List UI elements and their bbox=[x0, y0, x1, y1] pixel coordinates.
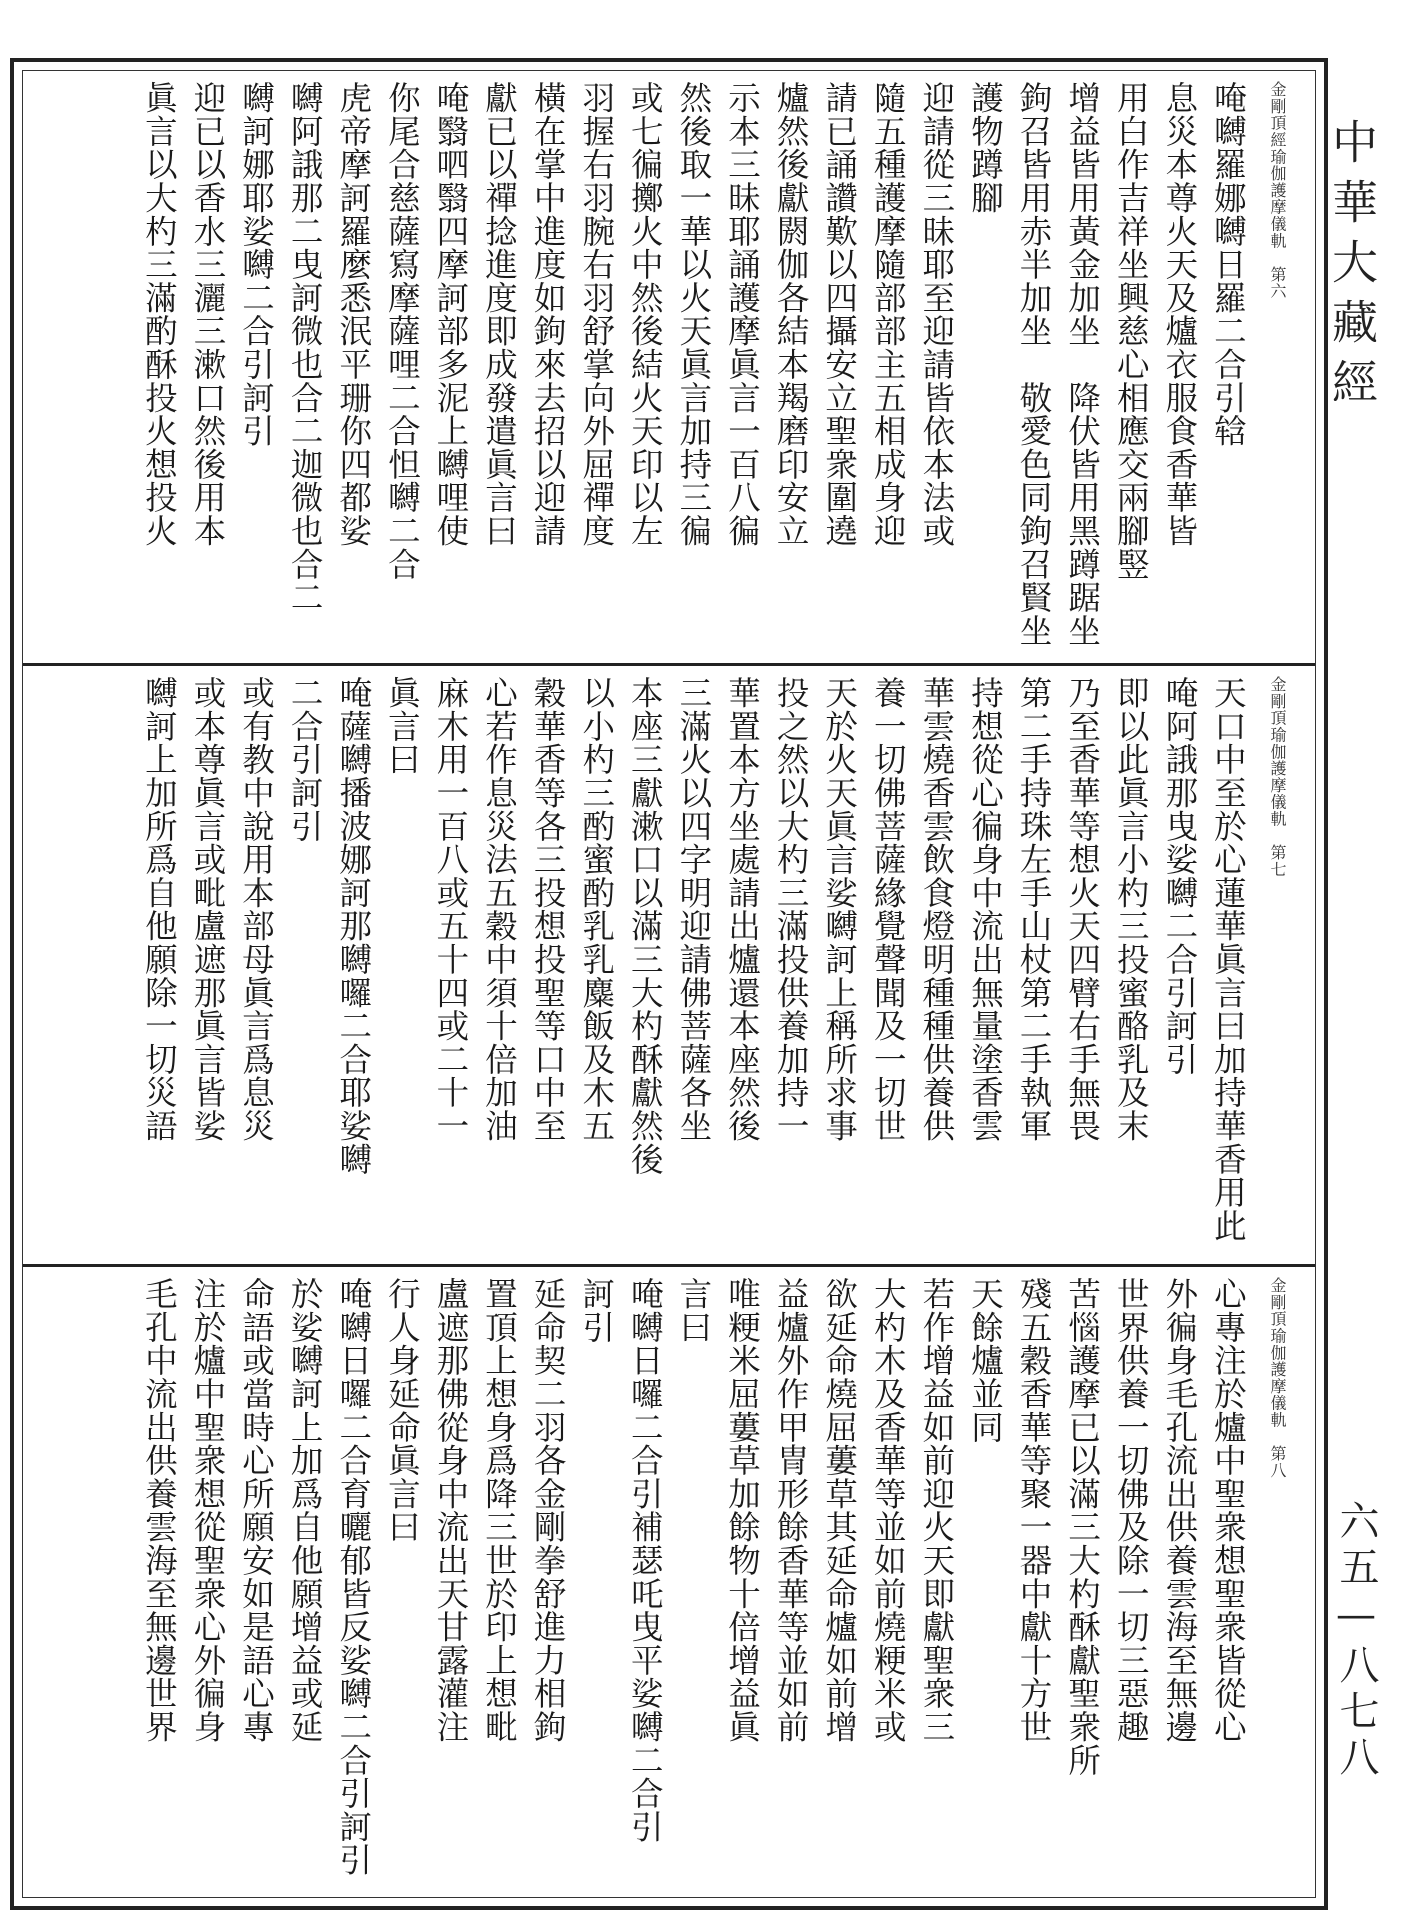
text-column: 乃至香華等想火天四臂右手無畏 bbox=[1063, 676, 1102, 1143]
text-column: 麻木用一百八或五十四或二十一 bbox=[431, 676, 470, 1143]
text-column: 殘五穀香華等聚一器中獻十方世 bbox=[1015, 1277, 1054, 1744]
text-column: 天餘爐並同 bbox=[966, 1277, 1005, 1444]
text-column: 息災本尊火天及爐衣服食香華皆 bbox=[1160, 81, 1199, 548]
page-inner-border bbox=[22, 70, 1316, 1898]
text-column: 第二手持珠左手山杖第二手執軍 bbox=[1015, 676, 1054, 1143]
text-panel-2 bbox=[23, 666, 1315, 1267]
text-column: 心若作息災法五穀中須十倍加油 bbox=[480, 676, 519, 1143]
text-column: 爐然後獻閼伽各結本羯磨印安立 bbox=[772, 81, 811, 548]
text-column: 或本尊眞言或毗盧遮那眞言皆娑 bbox=[188, 676, 227, 1143]
column-group bbox=[37, 1277, 1301, 1891]
text-column: 毛孔中流出供養雲海至無邊世界 bbox=[140, 1277, 179, 1744]
text-column: 持想從心徧身中流出無量塗香雲 bbox=[966, 676, 1005, 1143]
text-column: 益爐外作甲冑形餘香華等並如前 bbox=[772, 1277, 811, 1744]
text-column: 增益皆用黃金加坐 降伏皆用黑蹲踞坐 bbox=[1063, 81, 1102, 648]
text-column: 大杓木及香華等並如前燒粳米或 bbox=[869, 1277, 908, 1744]
text-column: 本座三獻漱口以滿三大杓酥獻然後 bbox=[626, 676, 665, 1176]
text-column: 唵翳呬翳四摩訶部多泥上嚩哩使 bbox=[431, 81, 470, 548]
text-column: 於娑嚩訶上加爲自他願增益或延 bbox=[286, 1277, 325, 1744]
text-column: 你尾合慈薩寫摩薩哩二合怛嚩二合 bbox=[383, 81, 422, 581]
text-column: 行人身延命眞言曰 bbox=[383, 1277, 422, 1544]
text-column: 嚩訶上加所爲自他願除一切災語 bbox=[140, 676, 179, 1143]
page-frame bbox=[10, 58, 1328, 1910]
text-column: 唵阿誐那曳娑嚩二合引訶引 bbox=[1160, 676, 1199, 1076]
text-column: 心專注於爐中聖衆想聖衆皆從心 bbox=[1209, 1277, 1248, 1744]
text-column: 唵嚩日囉二合育曬郁皆反娑嚩二合引訶引 bbox=[334, 1277, 373, 1877]
text-column: 養一切佛菩薩緣覺聲聞及一切世 bbox=[869, 676, 908, 1143]
text-column: 眞言以大杓三滿酌酥投火想投火 bbox=[140, 81, 179, 548]
text-column: 苦惱護摩已以滿三大杓酥獻聖衆所 bbox=[1063, 1277, 1102, 1777]
text-column: 隨五種護摩隨部部主五相成身迎 bbox=[869, 81, 908, 548]
collection-title: 中華大藏經 bbox=[1325, 118, 1379, 418]
text-column: 嚩訶娜耶娑嚩二合引訶引 bbox=[237, 81, 276, 448]
section-header: 金剛頂瑜伽護摩儀軌 第七 bbox=[1268, 676, 1287, 878]
text-panel-1 bbox=[23, 71, 1315, 666]
text-column: 迎已以香水三灑三漱口然後用本 bbox=[188, 81, 227, 548]
text-column: 橫在掌中進度如鉤來去招以迎請 bbox=[529, 81, 568, 548]
text-column: 命語或當時心所願安如是語心專 bbox=[237, 1277, 276, 1744]
text-column: 言曰 bbox=[674, 1277, 713, 1344]
text-column: 訶引 bbox=[577, 1277, 616, 1344]
section-header: 金剛頂經瑜伽護摩儀軌 第六 bbox=[1268, 81, 1287, 300]
text-column: 迎請從三昧耶至迎請皆依本法或 bbox=[917, 81, 956, 548]
text-column: 天於火天眞言娑嚩訶上稱所求事 bbox=[820, 676, 859, 1143]
text-column: 天口中至於心蓮華眞言曰加持華香用此 bbox=[1209, 676, 1248, 1243]
text-column: 鉤召皆用赤半加坐 敬愛色同鉤召賢坐 bbox=[1015, 81, 1054, 648]
text-column: 眞言曰 bbox=[383, 676, 422, 776]
text-column: 嚩阿誐那二曳訶微也合二迦微也合二 bbox=[286, 81, 325, 614]
text-column: 示本三昧耶誦護摩眞言一百八徧 bbox=[723, 81, 762, 548]
column-group bbox=[37, 81, 1301, 657]
text-column: 盧遮那佛從身中流出天甘露灌注 bbox=[431, 1277, 470, 1744]
text-column: 或七徧擲火中然後結火天印以左 bbox=[626, 81, 665, 548]
column-group bbox=[37, 676, 1301, 1258]
text-column: 用白作吉祥坐興慈心相應交兩腳竪 bbox=[1112, 81, 1151, 581]
section-header: 金剛頂瑜伽護摩儀軌 第八 bbox=[1268, 1277, 1287, 1479]
text-column: 投之然以大杓三滿投供養加持一 bbox=[772, 676, 811, 1143]
text-column: 置頂上想身爲降三世於印上想毗 bbox=[480, 1277, 519, 1744]
text-column: 獻已以禪捻進度即成發遣眞言曰 bbox=[480, 81, 519, 548]
text-column: 即以此眞言小杓三投蜜酪乳及末 bbox=[1112, 676, 1151, 1143]
text-column: 華雲燒香雲飲食燈明種種供養供 bbox=[917, 676, 956, 1143]
text-column: 然後取一華以火天眞言加持三徧 bbox=[674, 81, 713, 548]
text-column: 欲延命燒屈蔞草其延命爐如前增 bbox=[820, 1277, 859, 1744]
text-column: 唯粳米屈蔞草加餘物十倍增益眞 bbox=[723, 1277, 762, 1744]
text-column: 虎帝摩訶羅麼悉泯平珊你四都娑 bbox=[334, 81, 373, 548]
text-column: 唵薩嚩播波娜訶那嚩囉二合耶娑嚩 bbox=[334, 676, 373, 1176]
text-column: 請已誦讚歎以四攝安立聖衆圍遶 bbox=[820, 81, 859, 548]
text-column: 以小杓三酌蜜酌乳乳麋飯及木五 bbox=[577, 676, 616, 1143]
text-column: 延命契二羽各金剛拳舒進力相鉤 bbox=[529, 1277, 568, 1744]
text-column: 穀華香等各三投想投聖等口中至 bbox=[529, 676, 568, 1143]
text-column: 唵嚩羅娜嚩日羅二合引𤚥 bbox=[1209, 81, 1248, 448]
text-column: 羽握右羽腕右羽舒掌向外屈禪度 bbox=[577, 81, 616, 548]
text-column: 護物蹲腳 bbox=[966, 81, 1005, 215]
text-panel-3 bbox=[23, 1267, 1315, 1897]
page-number: 六五—八七八 bbox=[1333, 1500, 1379, 1782]
text-column: 唵嚩日囉二合引補瑟吒曳平娑嚩二合引 bbox=[626, 1277, 665, 1844]
text-column: 若作增益如前迎火天即獻聖衆三 bbox=[917, 1277, 956, 1744]
text-column: 外徧身毛孔流出供養雲海至無邊 bbox=[1160, 1277, 1199, 1744]
text-column: 三滿火以四字明迎請佛菩薩各坐 bbox=[674, 676, 713, 1143]
text-column: 世界供養一切佛及除一切三惡趣 bbox=[1112, 1277, 1151, 1744]
text-column: 華置本方坐處請出爐還本座然後 bbox=[723, 676, 762, 1143]
text-column: 二合引訶引 bbox=[286, 676, 325, 843]
text-column: 或有教中說用本部母眞言爲息災 bbox=[237, 676, 276, 1143]
text-column: 注於爐中聖衆想從聖衆心外徧身 bbox=[188, 1277, 227, 1744]
